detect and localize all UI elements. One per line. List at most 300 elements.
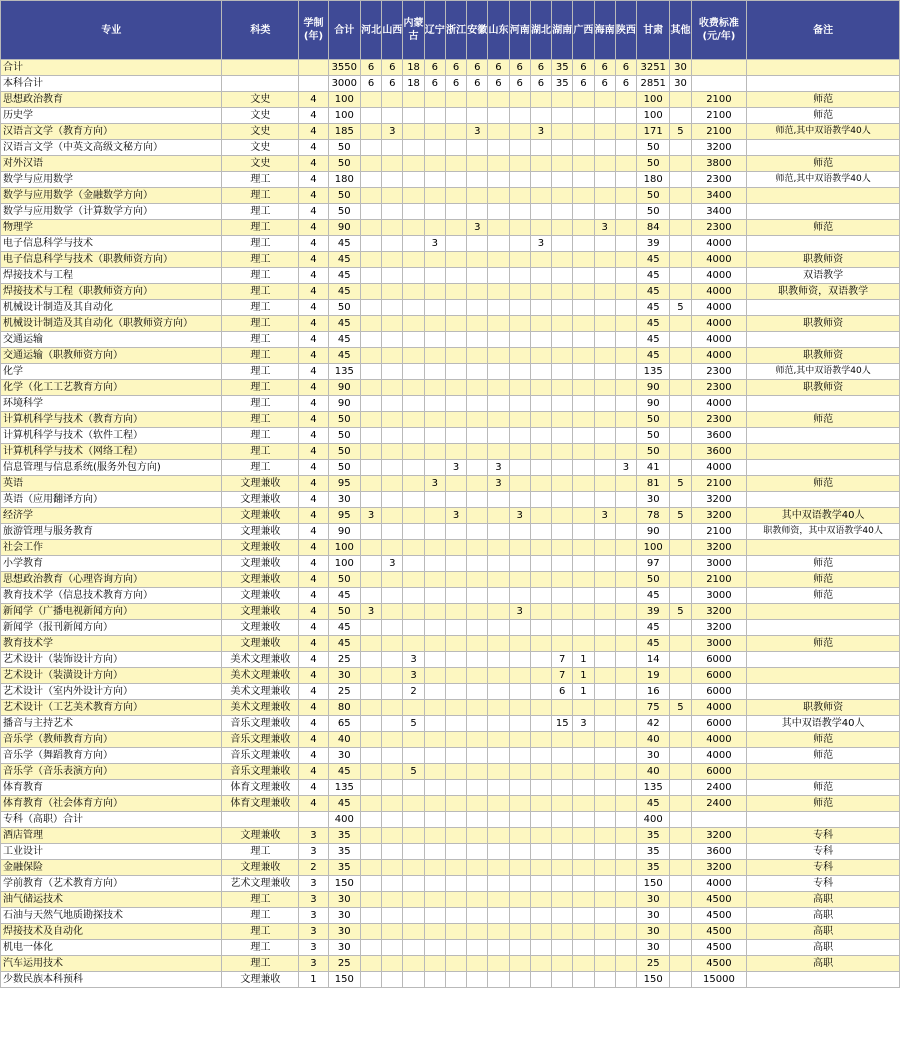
table-cell xyxy=(445,780,466,796)
table-cell: 3000 xyxy=(691,588,747,604)
table-cell xyxy=(445,300,466,316)
table-cell: 4 xyxy=(299,732,328,748)
header-inner-mongolia: 内蒙古 xyxy=(403,1,424,60)
table-cell xyxy=(530,268,551,284)
major-name-cell: 播音与主持艺术 xyxy=(1,716,222,732)
table-cell xyxy=(403,492,424,508)
table-cell xyxy=(594,604,615,620)
major-name-cell: 焊接技术与工程（职教师资方向） xyxy=(1,284,222,300)
table-cell xyxy=(360,140,381,156)
remarks-cell xyxy=(747,540,900,556)
table-cell: 30 xyxy=(637,892,670,908)
table-cell: 45 xyxy=(637,268,670,284)
table-cell xyxy=(382,444,403,460)
table-row xyxy=(1,476,900,492)
table-cell xyxy=(488,92,509,108)
table-cell xyxy=(670,764,691,780)
table-cell xyxy=(670,316,691,332)
table-cell xyxy=(509,92,530,108)
table-cell: 4 xyxy=(299,172,328,188)
table-cell: 4 xyxy=(299,252,328,268)
table-cell xyxy=(360,860,381,876)
remarks-cell: 师范 xyxy=(747,572,900,588)
table-cell xyxy=(424,204,445,220)
table-cell: 3 xyxy=(445,460,466,476)
table-cell: 4000 xyxy=(691,348,747,364)
table-cell xyxy=(488,956,509,972)
table-cell xyxy=(573,588,594,604)
remarks-cell: 师范 xyxy=(747,108,900,124)
table-cell: 4 xyxy=(299,604,328,620)
table-cell xyxy=(382,732,403,748)
table-cell: 90 xyxy=(328,220,360,236)
table-row xyxy=(1,668,900,684)
table-cell xyxy=(670,380,691,396)
table-cell xyxy=(424,796,445,812)
table-cell xyxy=(382,140,403,156)
table-cell xyxy=(445,956,466,972)
table-row xyxy=(1,412,900,428)
table-cell: 45 xyxy=(328,284,360,300)
table-cell xyxy=(403,508,424,524)
table-cell xyxy=(360,844,381,860)
table-cell xyxy=(403,460,424,476)
table-cell xyxy=(424,540,445,556)
table-cell: 6 xyxy=(445,76,466,92)
table-cell xyxy=(573,156,594,172)
table-cell: 50 xyxy=(637,140,670,156)
table-row xyxy=(1,972,900,988)
table-cell xyxy=(552,428,573,444)
table-cell xyxy=(670,908,691,924)
table-cell xyxy=(403,348,424,364)
table-cell xyxy=(670,780,691,796)
table-cell xyxy=(573,572,594,588)
table-cell xyxy=(467,620,488,636)
table-cell xyxy=(530,92,551,108)
table-cell xyxy=(488,604,509,620)
table-cell xyxy=(594,492,615,508)
table-cell xyxy=(670,684,691,700)
remarks-cell: 职教师资 xyxy=(747,700,900,716)
table-cell: 4 xyxy=(299,748,328,764)
table-row xyxy=(1,876,900,892)
table-cell: 30 xyxy=(637,908,670,924)
table-cell xyxy=(509,460,530,476)
table-cell xyxy=(382,540,403,556)
table-cell xyxy=(615,188,636,204)
table-cell: 3600 xyxy=(691,428,747,444)
major-name-cell: 油气储运技术 xyxy=(1,892,222,908)
table-cell xyxy=(615,892,636,908)
table-cell xyxy=(488,252,509,268)
major-name-cell: 旅游管理与服务教育 xyxy=(1,524,222,540)
table-cell: 45 xyxy=(637,588,670,604)
table-cell xyxy=(403,108,424,124)
table-cell xyxy=(615,796,636,812)
table-cell xyxy=(467,412,488,428)
table-cell xyxy=(670,732,691,748)
table-cell xyxy=(382,380,403,396)
table-cell xyxy=(594,476,615,492)
table-cell xyxy=(360,588,381,604)
remarks-cell: 高职 xyxy=(747,956,900,972)
table-cell: 4 xyxy=(299,380,328,396)
table-cell xyxy=(552,732,573,748)
table-cell xyxy=(552,572,573,588)
table-cell xyxy=(467,684,488,700)
table-cell xyxy=(445,684,466,700)
table-cell xyxy=(467,860,488,876)
header-remarks: 备注 xyxy=(747,1,900,60)
table-cell xyxy=(382,652,403,668)
table-cell: 50 xyxy=(328,188,360,204)
table-cell: 3200 xyxy=(691,140,747,156)
table-cell xyxy=(424,140,445,156)
table-cell xyxy=(403,364,424,380)
table-cell xyxy=(552,204,573,220)
table-cell xyxy=(445,236,466,252)
table-cell xyxy=(467,268,488,284)
remarks-cell: 其中双语教学40人 xyxy=(747,508,900,524)
table-cell xyxy=(530,524,551,540)
major-name-cell: 体育教育（社会体育方向） xyxy=(1,796,222,812)
table-cell xyxy=(360,684,381,700)
table-cell: 50 xyxy=(637,156,670,172)
table-row xyxy=(1,140,900,156)
table-cell: 50 xyxy=(637,188,670,204)
table-cell xyxy=(594,268,615,284)
table-cell: 4 xyxy=(299,188,328,204)
table-cell xyxy=(509,940,530,956)
table-cell xyxy=(552,92,573,108)
major-name-cell: 经济学 xyxy=(1,508,222,524)
table-cell xyxy=(424,428,445,444)
table-cell xyxy=(445,716,466,732)
table-cell: 理工 xyxy=(222,204,299,220)
table-cell xyxy=(467,364,488,380)
table-cell: 6 xyxy=(424,60,445,76)
table-cell: 50 xyxy=(328,428,360,444)
table-cell xyxy=(615,428,636,444)
table-cell xyxy=(424,972,445,988)
table-cell xyxy=(445,556,466,572)
table-cell xyxy=(573,908,594,924)
major-name-cell: 对外汉语 xyxy=(1,156,222,172)
table-cell xyxy=(573,204,594,220)
table-cell xyxy=(573,508,594,524)
table-cell xyxy=(594,284,615,300)
table-cell xyxy=(403,284,424,300)
table-cell: 18 xyxy=(403,76,424,92)
table-cell: 4000 xyxy=(691,460,747,476)
table-cell xyxy=(530,732,551,748)
table-cell xyxy=(670,652,691,668)
table-cell xyxy=(615,828,636,844)
major-name-cell: 历史学 xyxy=(1,108,222,124)
remarks-cell: 师范 xyxy=(747,412,900,428)
table-cell: 35 xyxy=(552,60,573,76)
table-cell xyxy=(615,108,636,124)
table-cell xyxy=(488,684,509,700)
table-cell xyxy=(424,156,445,172)
table-cell xyxy=(445,492,466,508)
table-cell: 6 xyxy=(382,76,403,92)
table-cell xyxy=(530,796,551,812)
remarks-cell: 师范 xyxy=(747,636,900,652)
table-cell xyxy=(488,828,509,844)
table-cell xyxy=(424,364,445,380)
table-cell: 2 xyxy=(403,684,424,700)
table-cell xyxy=(403,796,424,812)
table-cell xyxy=(403,236,424,252)
table-cell xyxy=(509,156,530,172)
table-cell xyxy=(594,684,615,700)
major-name-cell: 艺术设计（装饰设计方向） xyxy=(1,652,222,668)
table-cell xyxy=(573,348,594,364)
table-cell xyxy=(615,748,636,764)
remarks-cell: 职教师资，双语教学 xyxy=(747,284,900,300)
table-cell: 45 xyxy=(328,316,360,332)
table-cell: 6 xyxy=(509,60,530,76)
major-name-cell: 汉语言文学（中英文高级文秘方向） xyxy=(1,140,222,156)
table-cell xyxy=(403,332,424,348)
table-cell xyxy=(552,460,573,476)
table-cell xyxy=(424,620,445,636)
table-cell: 4500 xyxy=(691,956,747,972)
table-cell xyxy=(530,252,551,268)
table-cell xyxy=(670,572,691,588)
table-cell xyxy=(552,188,573,204)
table-cell xyxy=(488,892,509,908)
major-name-cell: 交通运输（职教师资方向） xyxy=(1,348,222,364)
table-cell xyxy=(691,60,747,76)
table-cell xyxy=(530,140,551,156)
table-cell xyxy=(403,572,424,588)
table-cell xyxy=(530,460,551,476)
table-cell xyxy=(382,620,403,636)
remarks-cell xyxy=(747,204,900,220)
table-cell xyxy=(382,908,403,924)
table-cell: 6 xyxy=(360,60,381,76)
table-cell xyxy=(509,412,530,428)
table-cell xyxy=(552,956,573,972)
table-row xyxy=(1,540,900,556)
table-cell xyxy=(552,700,573,716)
table-cell: 75 xyxy=(637,700,670,716)
table-cell xyxy=(670,876,691,892)
table-cell: 4000 xyxy=(691,396,747,412)
table-cell xyxy=(615,204,636,220)
table-cell: 文理兼收 xyxy=(222,620,299,636)
table-cell xyxy=(594,732,615,748)
table-cell: 3 xyxy=(299,940,328,956)
table-cell: 5 xyxy=(670,604,691,620)
table-cell: 6 xyxy=(445,60,466,76)
table-cell xyxy=(403,380,424,396)
table-cell: 50 xyxy=(328,156,360,172)
table-cell xyxy=(424,748,445,764)
table-cell xyxy=(509,252,530,268)
table-cell: 4 xyxy=(299,780,328,796)
table-cell: 4 xyxy=(299,236,328,252)
table-cell xyxy=(382,668,403,684)
table-cell xyxy=(670,108,691,124)
table-cell xyxy=(615,380,636,396)
table-cell: 30 xyxy=(328,908,360,924)
table-cell xyxy=(403,588,424,604)
table-cell: 45 xyxy=(328,236,360,252)
table-cell xyxy=(509,764,530,780)
table-cell xyxy=(615,236,636,252)
table-cell xyxy=(382,860,403,876)
table-cell xyxy=(615,252,636,268)
remarks-cell xyxy=(747,652,900,668)
table-cell xyxy=(467,428,488,444)
table-cell xyxy=(467,828,488,844)
major-name-cell: 英语（应用翻译方向） xyxy=(1,492,222,508)
table-cell: 5 xyxy=(670,700,691,716)
table-cell xyxy=(594,428,615,444)
table-cell: 3251 xyxy=(637,60,670,76)
table-cell xyxy=(424,524,445,540)
table-cell xyxy=(382,956,403,972)
table-cell: 95 xyxy=(328,508,360,524)
major-name-cell: 英语 xyxy=(1,476,222,492)
table-row xyxy=(1,700,900,716)
table-cell xyxy=(573,380,594,396)
table-cell xyxy=(382,156,403,172)
table-cell: 美术文理兼收 xyxy=(222,668,299,684)
table-cell xyxy=(403,732,424,748)
table-cell xyxy=(615,716,636,732)
table-cell xyxy=(424,284,445,300)
table-cell xyxy=(488,188,509,204)
table-cell: 4500 xyxy=(691,924,747,940)
table-cell: 3 xyxy=(530,236,551,252)
table-cell xyxy=(467,156,488,172)
table-cell xyxy=(530,764,551,780)
table-cell: 5 xyxy=(670,476,691,492)
table-cell xyxy=(615,908,636,924)
table-cell xyxy=(594,556,615,572)
table-cell: 4 xyxy=(299,492,328,508)
table-cell: 3 xyxy=(594,220,615,236)
table-cell: 3 xyxy=(615,460,636,476)
major-name-cell: 机械设计制造及其自动化 xyxy=(1,300,222,316)
table-cell: 25 xyxy=(328,684,360,700)
table-cell xyxy=(615,396,636,412)
table-cell xyxy=(552,860,573,876)
table-cell xyxy=(509,204,530,220)
table-cell xyxy=(509,796,530,812)
table-cell xyxy=(445,812,466,828)
table-cell xyxy=(573,300,594,316)
major-name-cell: 计算机科学与技术（教育方向） xyxy=(1,412,222,428)
table-cell xyxy=(509,860,530,876)
table-cell xyxy=(552,124,573,140)
table-cell: 45 xyxy=(328,348,360,364)
table-cell: 4 xyxy=(299,620,328,636)
table-cell: 理工 xyxy=(222,252,299,268)
table-cell xyxy=(467,732,488,748)
table-cell xyxy=(424,380,445,396)
table-cell xyxy=(445,876,466,892)
table-cell xyxy=(552,508,573,524)
table-cell: 3 xyxy=(299,844,328,860)
table-cell xyxy=(594,636,615,652)
table-cell xyxy=(573,540,594,556)
table-cell: 2851 xyxy=(637,76,670,92)
table-cell xyxy=(552,764,573,780)
table-cell xyxy=(552,476,573,492)
remarks-cell xyxy=(747,668,900,684)
remarks-cell xyxy=(747,428,900,444)
table-cell xyxy=(360,412,381,428)
header-hubei: 湖北 xyxy=(530,1,551,60)
table-cell xyxy=(670,524,691,540)
table-cell: 50 xyxy=(328,300,360,316)
table-cell xyxy=(552,972,573,988)
remarks-cell: 职教师资 xyxy=(747,252,900,268)
table-cell: 4000 xyxy=(691,700,747,716)
table-cell xyxy=(573,524,594,540)
table-cell xyxy=(467,284,488,300)
table-cell xyxy=(424,812,445,828)
table-cell: 50 xyxy=(637,444,670,460)
table-cell xyxy=(360,716,381,732)
major-name-cell: 学前教育（艺术教育方向） xyxy=(1,876,222,892)
table-cell xyxy=(530,348,551,364)
major-name-cell: 环境科学 xyxy=(1,396,222,412)
table-cell: 6 xyxy=(530,60,551,76)
table-cell xyxy=(530,780,551,796)
table-cell xyxy=(573,428,594,444)
table-cell xyxy=(573,476,594,492)
table-cell xyxy=(360,220,381,236)
table-cell xyxy=(573,188,594,204)
table-cell xyxy=(615,476,636,492)
table-cell xyxy=(467,812,488,828)
table-cell: 81 xyxy=(637,476,670,492)
header-hebei: 河北 xyxy=(360,1,381,60)
table-cell: 4 xyxy=(299,92,328,108)
table-cell xyxy=(670,188,691,204)
table-cell xyxy=(360,812,381,828)
table-cell: 4 xyxy=(299,412,328,428)
major-name-cell: 教育技术学（信息技术教育方向） xyxy=(1,588,222,604)
table-cell: 理工 xyxy=(222,364,299,380)
table-cell xyxy=(360,252,381,268)
table-cell: 50 xyxy=(328,140,360,156)
table-row xyxy=(1,508,900,524)
table-cell: 90 xyxy=(328,524,360,540)
table-cell xyxy=(424,220,445,236)
table-cell xyxy=(467,668,488,684)
table-cell: 4 xyxy=(299,700,328,716)
table-cell: 6 xyxy=(530,76,551,92)
table-cell xyxy=(509,572,530,588)
table-cell xyxy=(360,204,381,220)
table-cell xyxy=(445,668,466,684)
table-cell xyxy=(615,604,636,620)
table-cell xyxy=(403,604,424,620)
table-cell xyxy=(382,588,403,604)
table-cell xyxy=(467,332,488,348)
table-cell xyxy=(488,780,509,796)
table-cell: 理工 xyxy=(222,172,299,188)
table-cell xyxy=(594,812,615,828)
